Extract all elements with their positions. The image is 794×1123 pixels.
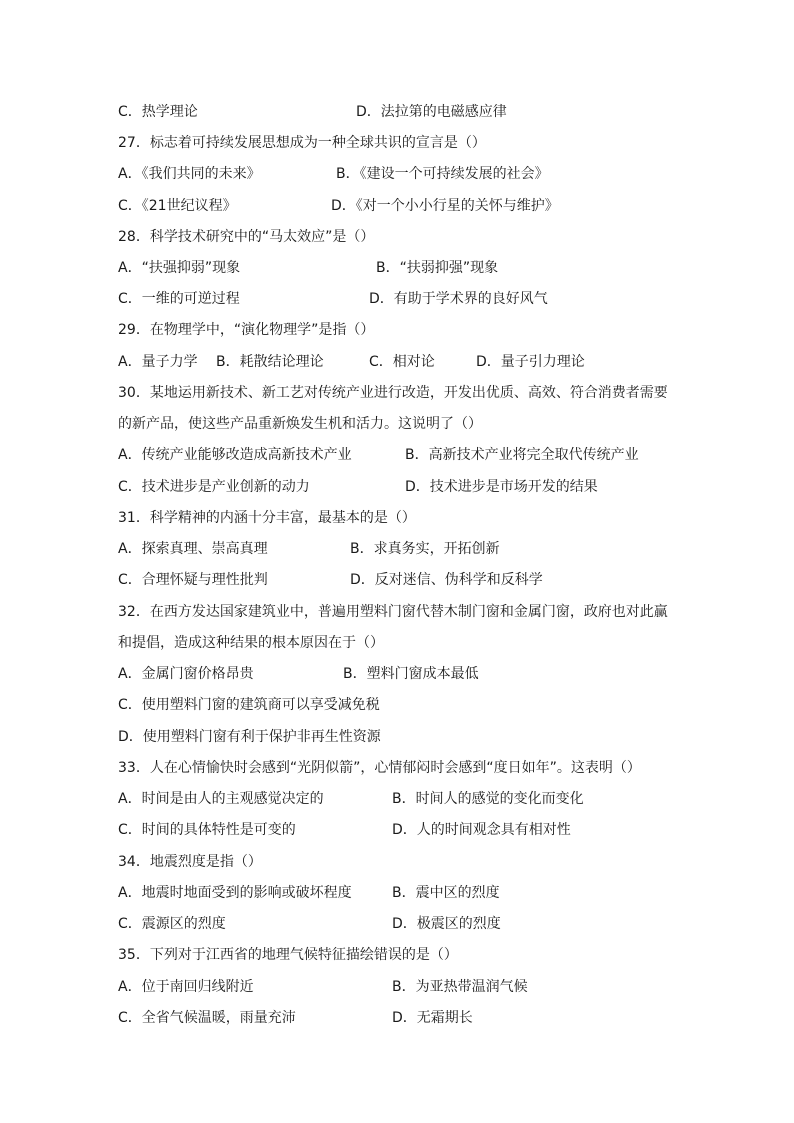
option-b: B．塑料门窗成本最低 xyxy=(343,666,479,682)
option-c-line: C．使用塑料门窗的建筑商可以享受减免税 xyxy=(118,697,380,713)
option-b: B．耗散结论理论 xyxy=(216,354,324,370)
option-a: A．地震时地面受到的影响或破坏程度 xyxy=(118,885,352,901)
option-c: C．一维的可逆过程 xyxy=(118,291,240,307)
option-d: D．量子引力理论 xyxy=(476,354,585,370)
question-27: 27．标志着可持续发展思想成为一种全球共识的宣言是（） xyxy=(118,135,486,151)
option-a: A．“扶强抑弱”现象 xyxy=(118,260,241,276)
option-c: C．时间的具体特性是可变的 xyxy=(118,822,296,838)
question-31: 31．科学精神的内涵十分丰富，最基本的是（） xyxy=(118,510,416,526)
option-a: A．量子力学 xyxy=(118,354,198,370)
option-c: C．相对论 xyxy=(369,354,435,370)
option-d: D．有助于学术界的良好风气 xyxy=(369,291,548,307)
option-a: A．探索真理、崇高真理 xyxy=(118,541,268,557)
option-d: D．极震区的烈度 xyxy=(392,916,501,932)
option-b: B．为亚热带温润气候 xyxy=(392,979,528,995)
option-c: C．震源区的烈度 xyxy=(118,916,226,932)
question-29: 29．在物理学中，“演化物理学”是指（） xyxy=(118,322,375,338)
question-32: 32．在西方发达国家建筑业中，普遍用塑料门窗代替木制门窗和金属门窗，政府也对此赢 xyxy=(118,604,668,620)
question-30-continued: 的新产品，使这些产品重新焕发生机和活力。这说明了（） xyxy=(118,416,482,432)
option-b: B．“扶弱抑强”现象 xyxy=(376,260,499,276)
option-c: C．合理怀疑与理性批判 xyxy=(118,572,268,588)
option-b: B．《建设一个可持续发展的社会》 xyxy=(336,166,549,182)
option-c: C．技术进步是产业创新的动力 xyxy=(118,479,310,495)
question-32-continued: 和提倡，造成这种结果的根本原因在于（） xyxy=(118,635,384,651)
option-b: B．时间人的感觉的变化而变化 xyxy=(392,791,584,807)
option-d: D．无霜期长 xyxy=(392,1010,473,1026)
option-b: B．震中区的烈度 xyxy=(392,885,500,901)
option-b: B．求真务实，开拓创新 xyxy=(350,541,500,557)
question-34: 34．地震烈度是指（） xyxy=(118,854,262,870)
question-28: 28．科学技术研究中的“马太效应”是（） xyxy=(118,229,375,245)
option-d: D．《对一个小小行星的关怀与维护》 xyxy=(331,198,559,214)
option-d: D．人的时间观念具有相对性 xyxy=(392,822,571,838)
option-c: C．全省气候温暖，雨量充沛 xyxy=(118,1010,296,1026)
option-c: C．热学理论 xyxy=(118,104,198,120)
option-c: C．《21世纪议程》 xyxy=(118,198,237,214)
option-d: D．技术进步是市场开发的结果 xyxy=(405,479,598,495)
option-d: D．反对迷信、伪科学和反科学 xyxy=(350,572,543,588)
option-a: A．金属门窗价格昂贵 xyxy=(118,666,254,682)
option-a: A．位于南回归线附近 xyxy=(118,979,254,995)
question-30: 30．某地运用新技术、新工艺对传统产业进行改造，开发出优质、高效、符合消费者需要 xyxy=(118,385,668,401)
question-35: 35．下列对于江西省的地理气候特征描绘错误的是（） xyxy=(118,947,458,963)
option-d-line: D．使用塑料门窗有利于保护非再生性资源 xyxy=(118,729,381,745)
option-a: A．时间是由人的主观感觉决定的 xyxy=(118,791,324,807)
option-a: A．《我们共同的未来》 xyxy=(118,166,261,182)
option-d: D．法拉第的电磁感应律 xyxy=(356,104,507,120)
option-b: B．高新技术产业将完全取代传统产业 xyxy=(405,447,639,463)
question-33: 33．人在心情愉快时会感到“光阴似箭”，心情郁闷时会感到“度日如年”。这表明（） xyxy=(118,760,641,776)
option-a: A．传统产业能够改造成高新技术产业 xyxy=(118,447,352,463)
